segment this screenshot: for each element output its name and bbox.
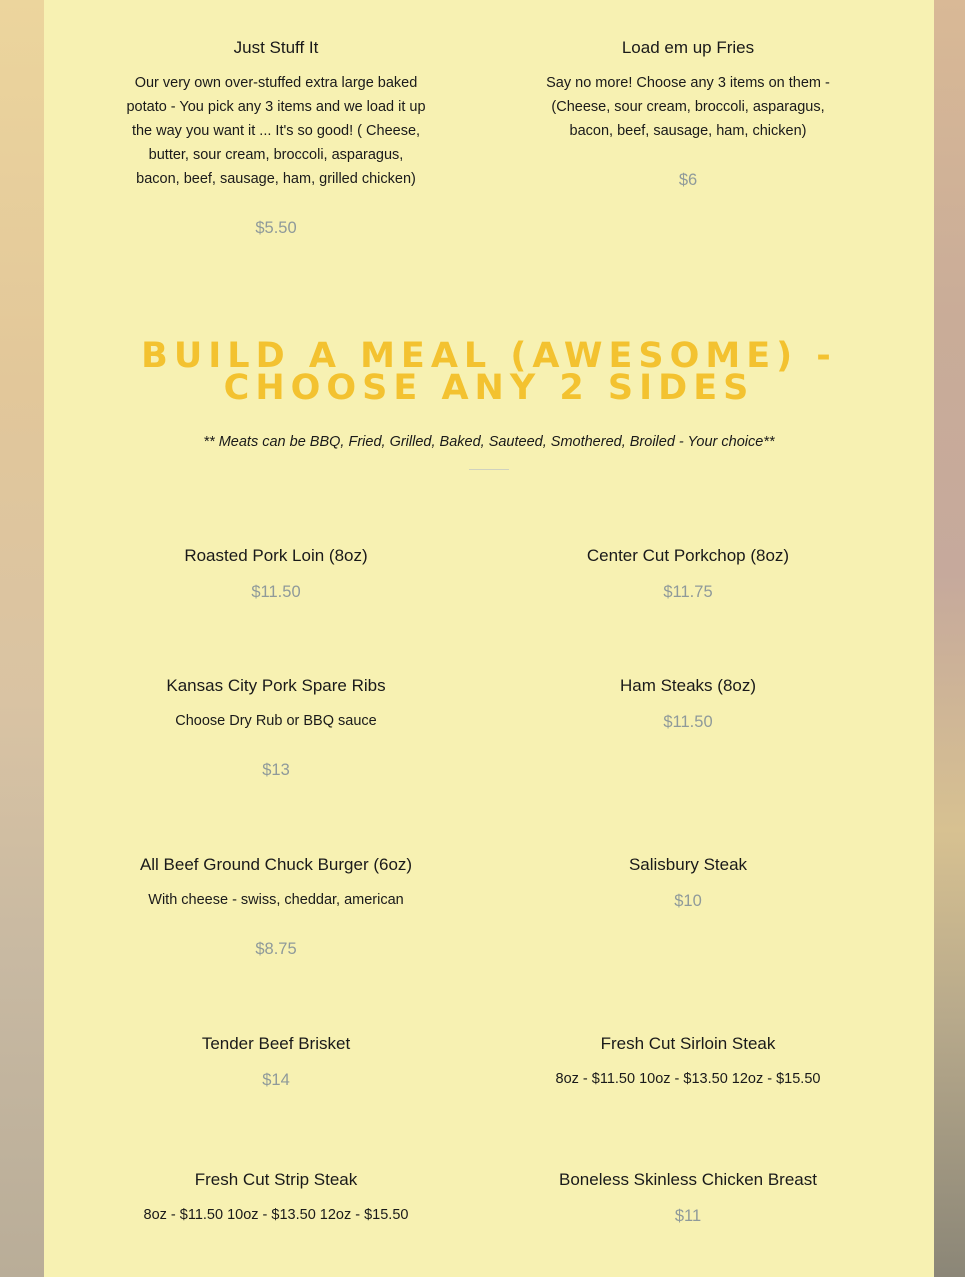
menu-item-price: $8.75 [255, 940, 297, 958]
section-note: ** Meats can be BBQ, Fried, Grilled, Baked, Sauteed, Smothered, Broiled - Your choice** [203, 434, 775, 450]
menu-item-description: With cheese - swiss, cheddar, american [148, 892, 404, 908]
menu-item-tender-beef-brisket [126, 1033, 426, 1091]
menu-item-description: 8oz - $11.50 10oz - $13.50 12oz - $15.50 [555, 1071, 821, 1087]
menu-item-sirloin-steak [538, 1033, 838, 1091]
section-divider [469, 469, 509, 470]
menu-item-description: Say no more! Choose any 3 items on them - (Cheese, sour cream, broccoli, asparagus, bacon, beef, sausage, ham, chicken) [546, 75, 830, 139]
menu-item-price: $6 [678, 171, 698, 189]
background-photo-right [934, 0, 965, 1277]
menu-item-price: $11.75 [663, 583, 713, 601]
menu-item-price: $11 [674, 1207, 702, 1225]
menu-panel [44, 0, 934, 1277]
background-photo-left [0, 0, 44, 1277]
menu-item-price: $11.50 [663, 713, 713, 731]
menu-item-chicken-breast [538, 1169, 838, 1227]
menu-item-price: $11.50 [251, 583, 301, 601]
menu-item-title: Load em up Fries [621, 38, 755, 57]
menu-item-kansas-city-spare-ribs [126, 675, 426, 781]
menu-item-center-cut-porkchop [538, 545, 838, 603]
menu-item-price: $10 [674, 892, 702, 910]
menu-item-price: $5.50 [255, 219, 297, 237]
menu-item-salisbury-steak [538, 854, 838, 912]
menu-item-ground-chuck-burger [126, 854, 426, 960]
menu-item-just-stuff-it [126, 37, 426, 239]
menu-item-description: 8oz - $11.50 10oz - $13.50 12oz - $15.50 [143, 1207, 409, 1223]
menu-item-title: Ham Steaks (8oz) [619, 676, 757, 695]
menu-item-title: All Beef Ground Chuck Burger (6oz) [139, 855, 413, 874]
section-title: BUILD A MEAL (AWESOME) - CHOOSE ANY 2 SIDES [141, 336, 837, 408]
menu-item-description: Choose Dry Rub or BBQ sauce [175, 713, 377, 729]
menu-item-title: Boneless Skinless Chicken Breast [559, 1170, 817, 1189]
menu-item-title: Fresh Cut Strip Steak [194, 1170, 358, 1189]
menu-item-title: Roasted Pork Loin (8oz) [184, 546, 368, 565]
menu-item-title: Salisbury Steak [628, 855, 748, 874]
menu-item-price: $13 [262, 761, 290, 779]
menu-item-load-em-up-fries [538, 37, 838, 191]
menu-item-title: Just Stuff It [233, 38, 319, 57]
menu-item-ham-steaks [538, 675, 838, 733]
menu-item-strip-steak [126, 1169, 426, 1227]
menu-item-title: Kansas City Pork Spare Ribs [166, 676, 386, 695]
menu-item-price: $14 [262, 1071, 290, 1089]
menu-item-roasted-pork-loin [126, 545, 426, 603]
menu-item-title: Fresh Cut Sirloin Steak [600, 1034, 776, 1053]
menu-item-description: Our very own over-stuffed extra large baked potato - You pick any 3 items and we load it up the way you want it ... It's so good! ( Cheese, butter, sour cream, broccoli, asparagus, bacon, beef, sausage, ham, grilled chicken) [126, 75, 426, 187]
menu-item-title: Center Cut Porkchop (8oz) [586, 546, 790, 565]
menu-item-title: Tender Beef Brisket [201, 1034, 351, 1053]
